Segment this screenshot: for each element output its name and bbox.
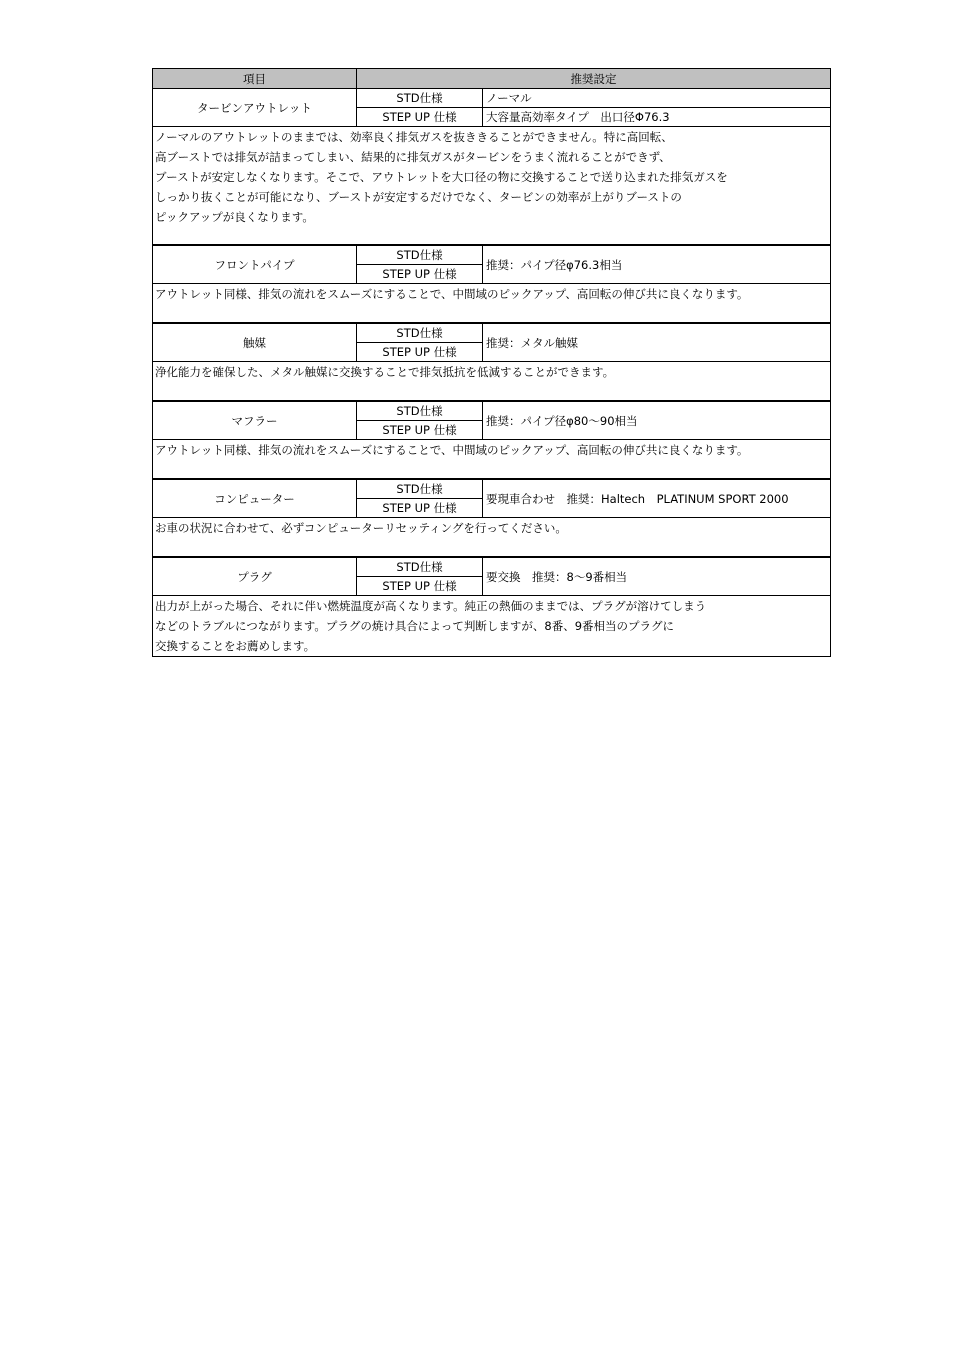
muffler-stepup-label: STEP UP 仕様 <box>357 421 483 440</box>
computer-description-line: お車の状況に合わせて、必ずコンピューターリセッティングを行ってください。 <box>155 521 567 535</box>
turbine-outlet-stepup-value: 大容量高効率タイプ 出口径Φ76.3 <box>483 108 831 127</box>
turbine-outlet-description <box>153 127 831 246</box>
plug-std-label: STD仕様 <box>357 557 483 577</box>
plug-std-row <box>153 557 831 577</box>
turbine-outlet-description-line: ノーマルのアウトレットのままでは、効率良く排気ガスを抜ききることができません。特に高回転、 <box>155 130 673 144</box>
muffler-item: マフラー <box>153 401 357 440</box>
turbine-outlet-description-line: 高ブーストでは排気が詰まってしまい、結果的に排気ガスがタービンをうまく流れることができず、 <box>155 150 671 164</box>
computer-description <box>153 518 831 558</box>
catalyst-description-row <box>153 362 831 402</box>
turbine-outlet-std-value: ノーマル <box>483 89 831 108</box>
computer-value: 要現車合わせ 推奨：Haltech PLATINUM SPORT 2000 <box>483 479 831 518</box>
catalyst-description <box>153 362 831 402</box>
computer-stepup-label: STEP UP 仕様 <box>357 499 483 518</box>
plug-description-line: 出力が上がった場合、それに伴い燃焼温度が高くなります。純正の熱価のままでは、プラグが溶けてしまう <box>155 599 707 613</box>
plug-item: プラグ <box>153 557 357 596</box>
catalyst-std-label: STD仕様 <box>357 323 483 343</box>
catalyst-item: 触媒 <box>153 323 357 362</box>
muffler-std-label: STD仕様 <box>357 401 483 421</box>
front-pipe-description <box>153 284 831 324</box>
turbine-outlet-description-line: しっかり抜くことが可能になり、ブーストが安定するだけでなく、タービンの効率が上がりブーストの <box>155 190 682 204</box>
turbine-outlet-item: タービンアウトレット <box>153 89 357 127</box>
catalyst-description-line: 浄化能力を確保した、メタル触媒に交換することで排気抵抗を低減することができます。 <box>155 365 615 379</box>
muffler-description-line: アウトレット同様、排気の流れをスムーズにすることで、中間域のピックアップ、高回転の伸び共に良くなります。 <box>155 443 749 457</box>
turbine-outlet-description-line: ブーストが安定しなくなります。そこで、アウトレットを大口径の物に交換することで送り込まれた排気ガスを <box>155 170 728 184</box>
turbine-outlet-std-row <box>153 89 831 108</box>
front-pipe-description-line: アウトレット同様、排気の流れをスムーズにすることで、中間域のピックアップ、高回転の伸び共に良くなります。 <box>155 287 749 301</box>
header-recommended: 推奨設定 <box>357 69 831 89</box>
muffler-std-row <box>153 401 831 421</box>
plug-value: 要交換 推奨：8～9番相当 <box>483 557 831 596</box>
front-pipe-item: フロントパイプ <box>153 245 357 284</box>
front-pipe-description-row <box>153 284 831 324</box>
header-row <box>153 69 831 89</box>
front-pipe-std-row <box>153 245 831 265</box>
computer-std-row <box>153 479 831 499</box>
turbine-outlet-std-label: STD仕様 <box>357 89 483 108</box>
muffler-description-row <box>153 440 831 480</box>
computer-description-row <box>153 518 831 558</box>
plug-description-line: 交換することをお薦めします。 <box>155 639 316 653</box>
turbine-outlet-description-row <box>153 127 831 246</box>
muffler-value: 推奨：パイプ径φ80～90相当 <box>483 401 831 440</box>
header-item: 項目 <box>153 69 357 89</box>
muffler-description <box>153 440 831 480</box>
turbine-outlet-description-line: ピックアップが良くなります。 <box>155 210 314 224</box>
catalyst-value: 推奨：メタル触媒 <box>483 323 831 362</box>
front-pipe-stepup-label: STEP UP 仕様 <box>357 265 483 284</box>
plug-description <box>153 596 831 657</box>
computer-std-label: STD仕様 <box>357 479 483 499</box>
catalyst-std-row <box>153 323 831 343</box>
plug-description-row <box>153 596 831 657</box>
plug-stepup-label: STEP UP 仕様 <box>357 577 483 596</box>
catalyst-stepup-label: STEP UP 仕様 <box>357 343 483 362</box>
turbine-outlet-stepup-label: STEP UP 仕様 <box>357 108 483 127</box>
recommended-settings-table <box>152 68 831 657</box>
front-pipe-std-label: STD仕様 <box>357 245 483 265</box>
computer-item: コンピューター <box>153 479 357 518</box>
front-pipe-value: 推奨：パイプ径φ76.3相当 <box>483 245 831 284</box>
plug-description-line: などのトラブルにつながります。プラグの焼け具合によって判断しますが、8番、9番相当のプラグに <box>155 619 675 633</box>
